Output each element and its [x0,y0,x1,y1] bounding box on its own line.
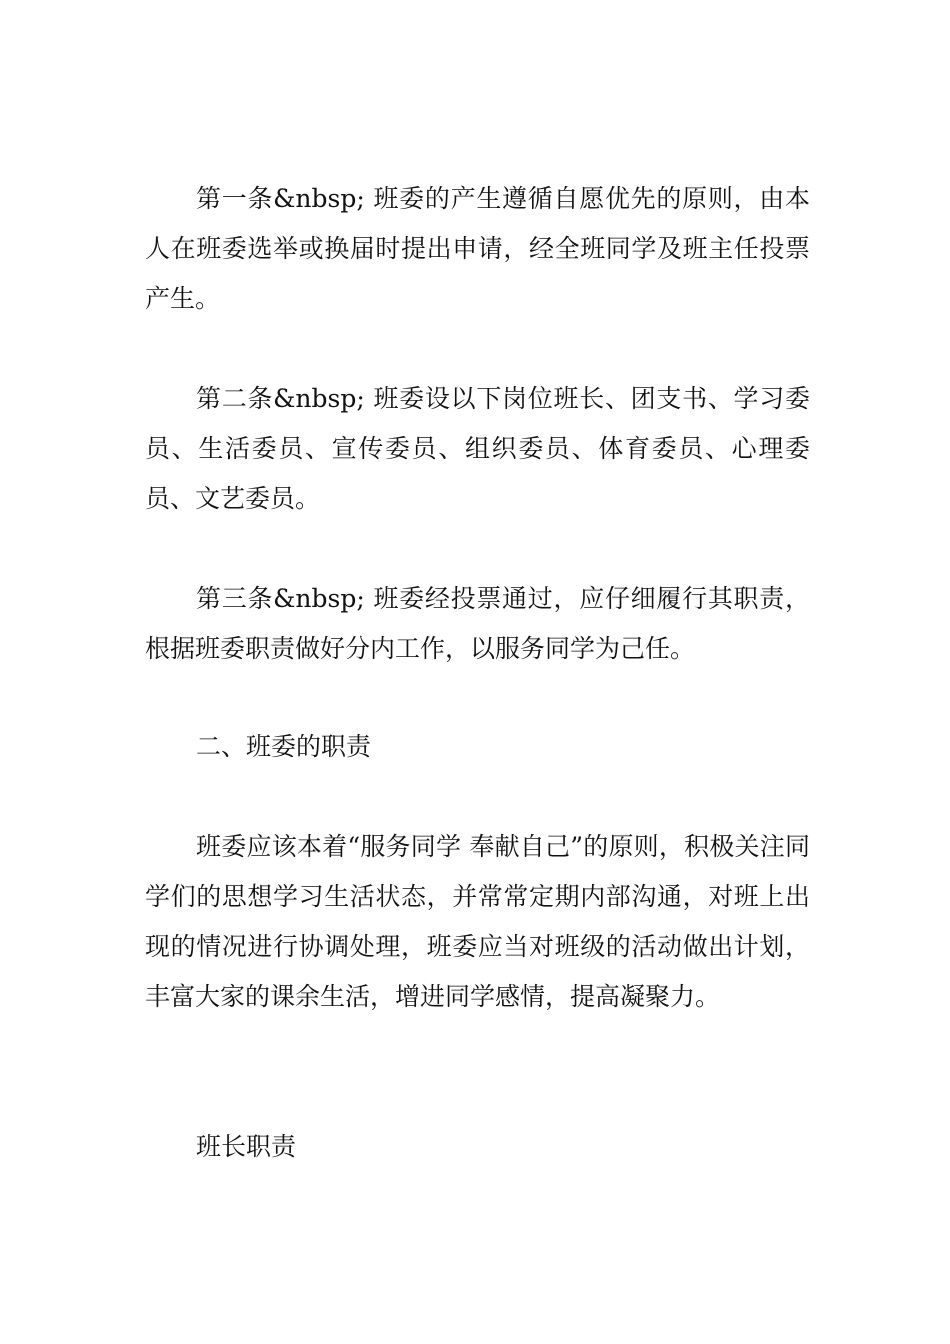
monitor-duties-heading: 班长职责 [196,1132,297,1161]
article-2-paragraph: 第二条&nbsp; 班委设以下岗位班长、团支书、学习委员、生活委员、宣传委员、组织委员、体育委员、心理委员、文艺委员。 [145,384,810,513]
article-3-paragraph: 第三条&nbsp; 班委经投票通过，应仔细履行其职责，根据班委职责做好分内工作，以服务同学为己任。 [145,584,810,663]
section-heading-duties: 二、班委的职责 [196,732,372,761]
article-1-paragraph: 第一条&nbsp; 班委的产生遵循自愿优先的原则，由本人在班委选举或换届时提出申请，经全班同学及班主任投票产生。 [145,184,810,313]
duties-paragraph: 班委应该本着“服务同学 奉献自己”的原则，积极关注同学们的思想学习生活状态，并常常定期内部沟通，对班上出现的情况进行协调处理，班委应当对班级的活动做出计划，丰富大家的课余生活，增进同学感情，提高凝聚力。 [145,832,810,1011]
